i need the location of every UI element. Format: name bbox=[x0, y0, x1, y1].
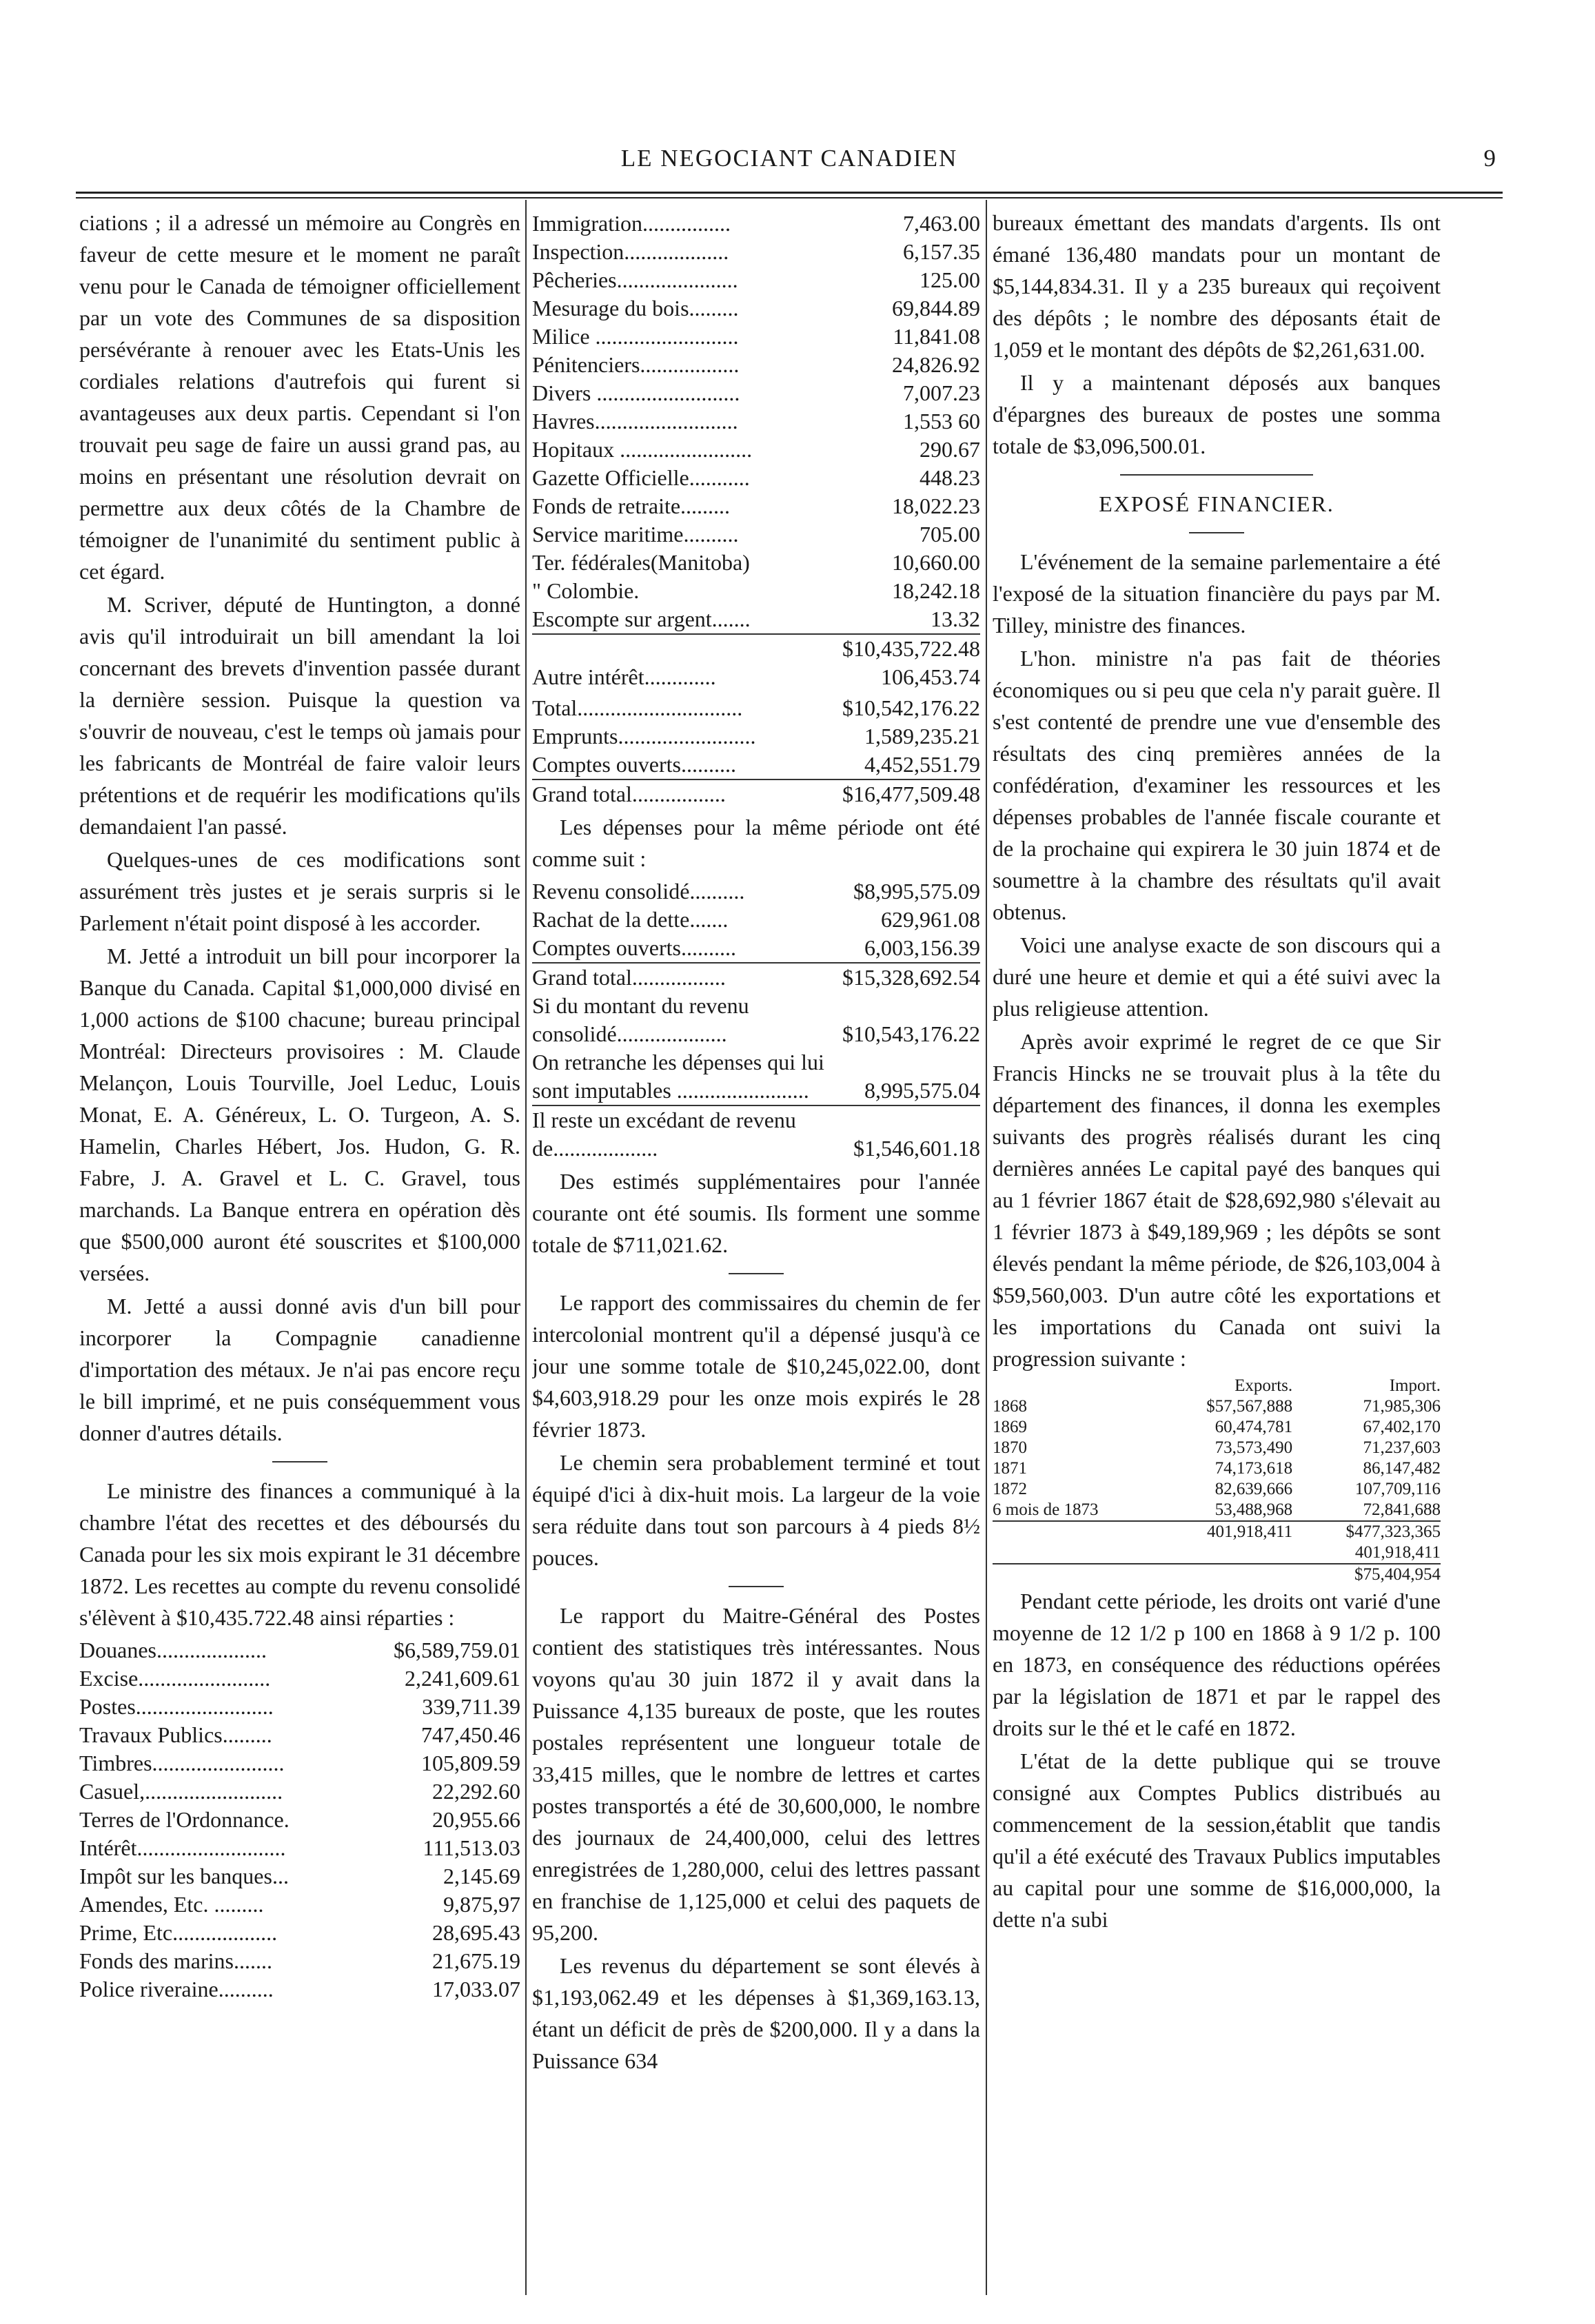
ledger-row bbox=[79, 1636, 520, 1664]
paragraph: Le rapport du Maitre-Général des Postes contient des statistiques très intéressantes. Nous voyons qu'au 30 juin 1872 il y avait dans la Puissance 4,135 bureaux de poste, que les routes postales représentent une longueur totale de 33,415 milles, que le nombre de lettres et cartes postes transportés a été de 30,600,000, le nombre des journaux de 24,400,000, celui des lettres enregistrées de 1,280,000, celui des lettres passant en franchise de 1,125,000 et celui des paquets de 95,200. bbox=[532, 1603, 980, 1945]
ledger-row bbox=[79, 1693, 520, 1721]
row-label: Emprunts......................... bbox=[532, 724, 756, 748]
paragraph: Quelques-unes de ces modifications sont assurément très justes et je serais surpris si le Parlement n'était point disposé à les accorder. bbox=[79, 847, 520, 935]
paragraph: Les dépenses pour la même période ont été comme suit : bbox=[532, 815, 980, 871]
ledger-row bbox=[532, 492, 980, 520]
row-label: Gazette Officielle........... bbox=[532, 465, 750, 490]
trade-year: 1871 bbox=[993, 1459, 1027, 1478]
row-amount: $10,543,176.22 bbox=[842, 1021, 980, 1046]
row-label: Timbres........................ bbox=[79, 1751, 285, 1775]
row-label: On retranche les dépenses qui lui sont imputables ........................ bbox=[532, 1050, 824, 1103]
row-amount: $15,328,692.54 bbox=[842, 963, 980, 992]
row-amount: 125.00 bbox=[920, 267, 980, 292]
column-1 bbox=[79, 207, 520, 2288]
trade-row bbox=[993, 1500, 1441, 1521]
trade-sub-row bbox=[993, 1542, 1441, 1564]
ledger-row bbox=[79, 1862, 520, 1890]
trade-imports: 71,237,603 bbox=[1363, 1438, 1441, 1457]
ledger-row bbox=[79, 1919, 520, 1947]
header-rule bbox=[76, 192, 1503, 194]
trade-year: 1869 bbox=[993, 1418, 1027, 1436]
paragraph: Des estimés supplémentaires pour l'année courante ont été soumis. Ils forment une somme totale de $711,021.62. bbox=[532, 1169, 980, 1257]
ledger-row bbox=[79, 1777, 520, 1806]
trade-exports: 73,573,490 bbox=[1215, 1438, 1293, 1457]
row-label: Douanes.................... bbox=[79, 1638, 267, 1662]
ornament-separator bbox=[1120, 474, 1313, 476]
ledger-row bbox=[532, 1048, 980, 1105]
trade-exports: $57,567,888 bbox=[1206, 1397, 1293, 1416]
row-label: Revenu consolidé.......... bbox=[532, 879, 745, 904]
row-label: Havres.......................... bbox=[532, 409, 738, 434]
ledger-row bbox=[532, 210, 980, 238]
row-amount: $1,546,601.18 bbox=[842, 1105, 980, 1163]
exports-header: Exports. bbox=[1235, 1376, 1293, 1395]
trade-exports: 60,474,781 bbox=[1215, 1418, 1293, 1436]
row-amount: 24,826.92 bbox=[892, 352, 980, 377]
page-number: 9 bbox=[1483, 145, 1496, 172]
trade-row bbox=[993, 1479, 1441, 1500]
imports-total: $477,323,365 bbox=[1292, 1521, 1441, 1542]
row-label: Inspection................... bbox=[532, 239, 729, 264]
paragraph: ciations ; il a adressé un mémoire au Congrès en faveur de cette mesure et le moment ne paraît venu pour le Canada de témoigner officiellement par un vote des Communes de sa disposition persévérante à renouer avec les Etats-Unis les cordiales relations d'autrefois qui furent si avantageuses aux deux partis. Cependant si l'on trouvait peu sage de faire un aussi grand pas, au moins en présentant une résolution devrait on permettre aux deux côtés de la Chambre de témoigner de l'unanimité du sentiment public à cet égard. bbox=[79, 210, 520, 584]
ledger-row bbox=[532, 379, 980, 407]
row-label: Service maritime.......... bbox=[532, 522, 739, 547]
row-amount: 629,961.08 bbox=[881, 907, 980, 932]
exports-subtracted: 401,918,411 bbox=[1354, 1543, 1441, 1562]
row-amount: $10,542,176.22 bbox=[842, 695, 980, 720]
paragraph: Pendant cette période, les droits ont varié d'une moyenne de 12 1/2 p 100 en 1868 à 9 1/2 p. 100 en 1873, en conséquence des réductions opérées par la législation de 1871 et par le rappel des droits sur le thé et le café en 1872. bbox=[993, 1589, 1441, 1740]
ledger-row bbox=[532, 549, 980, 577]
paragraph: Le ministre des finances a communiqué à la chambre l'état des recettes et des déboursés du Canada pour les six mois expirant le 31 décembre 1872. Les recettes au compte du revenu consolidé s'élèvent à $10,435.722.48 ainsi réparties : bbox=[79, 1478, 520, 1630]
trade-imports: 72,841,688 bbox=[1363, 1500, 1441, 1519]
ledger-row bbox=[532, 294, 980, 323]
row-amount: 13.32 bbox=[931, 607, 980, 631]
row-amount: 1,589,235.21 bbox=[864, 724, 980, 748]
row-label: Amendes, Etc. ......... bbox=[79, 1892, 264, 1917]
row-label: Intérêt........................... bbox=[79, 1835, 286, 1860]
grand-total-row bbox=[532, 779, 980, 808]
row-amount: $16,477,509.48 bbox=[809, 779, 980, 808]
trade-exports: 82,639,666 bbox=[1215, 1480, 1293, 1498]
trade-year: 1870 bbox=[993, 1438, 1027, 1457]
row-amount: 69,844.89 bbox=[892, 296, 980, 320]
column-divider bbox=[525, 200, 527, 2295]
ledger-row bbox=[79, 1664, 520, 1693]
row-label: Postes......................... bbox=[79, 1694, 274, 1719]
paragraph: L'événement de la semaine parlementaire a été l'exposé de la situation financière du pays par M. Tilley, ministre des finances. bbox=[993, 549, 1441, 638]
ledger-row bbox=[532, 351, 980, 379]
paragraph: bureaux émettant des mandats d'argents. Ils ont émané 136,480 mandats pour un montant de $5,144,834.31. Il y a 235 bureaux qui reçoivent des dépôts ; le nombre des déposants était de 1,059 et le montant des dépôts de $2,261,631.00. bbox=[993, 210, 1441, 362]
row-label: Comptes ouverts.......... bbox=[532, 935, 736, 960]
trade-row bbox=[993, 1438, 1441, 1458]
ledger-row bbox=[79, 1947, 520, 1975]
ledger-row bbox=[79, 1890, 520, 1919]
trade-exports: 74,173,618 bbox=[1215, 1459, 1293, 1478]
row-amount: 21,675.19 bbox=[432, 1948, 520, 1973]
paragraph: Les revenus du département se sont élevés à $1,193,062.49 et les dépenses à $1,369,163.13, étant un déficit de près de $200,000. Il y a dans la Puissance 634 bbox=[532, 1953, 980, 2073]
section-separator bbox=[729, 1586, 784, 1587]
row-amount: $8,995,575.09 bbox=[853, 879, 980, 904]
trade-total-row bbox=[993, 1521, 1441, 1542]
column-3 bbox=[993, 207, 1441, 2288]
exports-total: 401,918,411 bbox=[1158, 1521, 1292, 1542]
row-label: Milice .......................... bbox=[532, 324, 739, 349]
row-amount: 2,241,609.61 bbox=[405, 1666, 520, 1691]
running-title: LE NEGOCIANT CANADIEN bbox=[620, 145, 958, 172]
row-label: Si du montant du revenu consolidé.................... bbox=[532, 993, 749, 1046]
ledger-row bbox=[532, 751, 980, 779]
paragraph: Il y a maintenant déposés aux banques d'épargnes des bureaux de postes une somma totale de $3,096,500.01. bbox=[993, 370, 1441, 458]
ledger-row bbox=[532, 694, 980, 722]
ledger-row bbox=[532, 407, 980, 436]
trade-row bbox=[993, 1417, 1441, 1438]
trade-diff-row bbox=[993, 1564, 1441, 1585]
receipts-table-continued bbox=[532, 210, 980, 691]
row-amount: 747,450.46 bbox=[421, 1722, 520, 1747]
surplus-row bbox=[532, 1105, 980, 1163]
page-header bbox=[76, 145, 1503, 186]
header-rule-thin bbox=[76, 197, 1503, 198]
paragraph: M. Jetté a aussi donné avis d'un bill pour incorporer la Compagnie canadienne d'importation des métaux. Je n'ai pas encore reçu le bill imprimé, et ne puis conséquemment vous donner d'autres détails. bbox=[79, 1294, 520, 1445]
row-amount: 28,695.43 bbox=[432, 1920, 520, 1945]
row-amount: 7,463.00 bbox=[903, 211, 980, 236]
trade-year: 6 mois de 1873 bbox=[993, 1500, 1099, 1519]
ledger-row bbox=[532, 577, 980, 605]
row-amount: $6,589,759.01 bbox=[394, 1638, 520, 1662]
section-heading: EXPOSÉ FINANCIER. bbox=[1099, 491, 1334, 516]
row-label: Fonds de retraite......... bbox=[532, 493, 731, 518]
ledger-row bbox=[79, 1975, 520, 2004]
receipts-table bbox=[79, 1636, 520, 2004]
row-label: Immigration................ bbox=[532, 211, 731, 236]
row-label: Autre intérêt............. bbox=[532, 664, 716, 689]
section-separator bbox=[272, 1461, 327, 1462]
row-label: Excise........................ bbox=[79, 1666, 271, 1691]
row-label: Rachat de la dette....... bbox=[532, 907, 729, 932]
row-label: Police riveraine.......... bbox=[79, 1977, 274, 2001]
row-label: Pénitenciers.................. bbox=[532, 352, 740, 377]
ledger-row bbox=[532, 663, 980, 691]
subtotal-row bbox=[532, 634, 980, 663]
row-amount: 290.67 bbox=[920, 437, 980, 462]
trade-imports: 86,147,482 bbox=[1363, 1459, 1441, 1478]
trade-row bbox=[993, 1396, 1441, 1417]
trade-header-row bbox=[993, 1376, 1441, 1396]
ledger-row bbox=[532, 906, 980, 934]
paragraph: M. Scriver, député de Huntington, a donné avis qu'il introduirait un bill amendant la loi concernant des brevets d'invention passée durant la dernière session. Puisque la question va s'ouvrir de nouveau, c'est le temps où jamais pour les fabricants de Montréal de faire valoir leurs prétentions et de requérir les modifications qu'ils demandaient l'an passé. bbox=[79, 592, 520, 839]
row-label: Escompte sur argent....... bbox=[532, 607, 751, 631]
paragraph: Le chemin sera probablement terminé et tout équipé d'ici à dix-huit mois. La largeur de la voie sera réduite dans tout son parcours à 4 pieds 8½ pouces. bbox=[532, 1450, 980, 1570]
row-amount: 6,003,156.39 bbox=[864, 935, 980, 960]
row-label: Il reste un excédant de revenu de................... bbox=[532, 1105, 842, 1163]
paragraph: Après avoir exprimé le regret de ce que Sir Francis Hincks ne se trouvait plus à la tête du département des finances, il donna les exemples suivants des progrès réalisés durant les cinq dernières années Le capital payé des banques qui au 1 février 1867 était de $28,692,980 s'élevait au 1 février 1873 à $49,189,969 ; les dépôts se sont élevés pendant la même période, de $26,103,004 à $59,560,003. D'un autre côté les exportations et les importations du Canada ont suivi la progression suivante : bbox=[993, 1029, 1441, 1371]
row-label: Grand total................. bbox=[532, 779, 809, 808]
row-label: Travaux Publics......... bbox=[79, 1722, 272, 1747]
trade-difference: $75,404,954 bbox=[1292, 1564, 1441, 1585]
trade-year: 1868 bbox=[993, 1397, 1027, 1416]
subtotal-amount: $10,435,722.48 bbox=[808, 634, 980, 663]
row-label: Total.............................. bbox=[532, 695, 743, 720]
row-amount: 7,007.23 bbox=[903, 380, 980, 405]
row-amount: 339,711.39 bbox=[422, 1694, 520, 1719]
trade-imports: 67,402,170 bbox=[1363, 1418, 1441, 1436]
totals-table bbox=[532, 694, 980, 808]
trade-exports: 53,488,968 bbox=[1215, 1500, 1293, 1519]
row-amount: 448.23 bbox=[920, 465, 980, 490]
row-label: Casuel,......................... bbox=[79, 1779, 283, 1804]
row-label: " Colombie. bbox=[532, 578, 640, 603]
row-amount: 10,660.00 bbox=[892, 550, 980, 575]
section-separator bbox=[729, 1273, 784, 1274]
ledger-row bbox=[532, 323, 980, 351]
paragraph: L'hon. ministre n'a pas fait de théories économiques ou si peu que cela n'y parait guère. Il s'est contenté de prendre une vue d'ensemble des résultats des cinq premières années de la confédération, d'examiner les ressources et les dépenses probables de l'année fiscale courante et de la prochaine qui expirera le 30 juin 1874 et de soumettre à la chambre des résultats qu'il avait obtenus. bbox=[993, 646, 1441, 924]
ledger-row bbox=[532, 436, 980, 464]
row-amount: 1,553 60 bbox=[903, 409, 980, 434]
trade-imports: 71,985,306 bbox=[1363, 1397, 1441, 1416]
paragraph: L'état de la dette publique qui se trouve consigné aux Comptes Publics distribués au commencement de la session,établit que tandis qu'il a été exécuté des Travaux Publics imputables au capital pour une somme de $16,000,000, la dette n'a subi bbox=[993, 1749, 1441, 1932]
ledger-row bbox=[532, 266, 980, 294]
row-amount: 105,809.59 bbox=[421, 1751, 520, 1775]
row-amount: 20,955.66 bbox=[432, 1807, 520, 1832]
row-amount: 17,033.07 bbox=[432, 1977, 520, 2001]
paragraph: M. Jetté a introduit un bill pour incorporer la Banque du Canada. Capital $1,000,000 divisé en 1,000 actions de $100 chacune; bureau principal Montréal: Directeurs provisoires : M. Claude Melançon, Louis Tourville, Joel Leduc, Louis Monat, E. A. Généreux, L. O. Turgeon, A. S. Hamelin, Charles Hébert, Jos. Hudon, G. R. Fabre, J. A. Gravel et L. C. Gravel, tous marchands. La Banque entrera en opération dès que $500,000 auront été souscrites et $100,000 versées. bbox=[79, 944, 520, 1285]
row-label: Fonds des marins....... bbox=[79, 1948, 272, 1973]
row-label: Hopitaux ........................ bbox=[532, 437, 753, 462]
row-amount: 18,022.23 bbox=[892, 493, 980, 518]
ledger-row bbox=[532, 992, 980, 1048]
imports-header: Import. bbox=[1389, 1376, 1441, 1395]
ledger-row bbox=[532, 605, 980, 634]
row-amount: 2,145.69 bbox=[443, 1864, 520, 1888]
column-2 bbox=[532, 207, 980, 2288]
row-amount: 11,841.08 bbox=[893, 324, 980, 349]
row-label: Prime, Etc................... bbox=[79, 1920, 278, 1945]
ledger-row bbox=[532, 877, 980, 906]
ledger-row bbox=[532, 722, 980, 751]
ledger-row bbox=[532, 520, 980, 549]
row-amount: 9,875,97 bbox=[443, 1892, 520, 1917]
row-amount: 6,157.35 bbox=[903, 239, 980, 264]
row-amount: 705.00 bbox=[920, 522, 980, 547]
row-label: Pêcheries...................... bbox=[532, 267, 738, 292]
row-label: Comptes ouverts.......... bbox=[532, 752, 736, 777]
row-amount: 8,995,575.04 bbox=[864, 1078, 980, 1103]
trade-row bbox=[993, 1458, 1441, 1479]
paragraph: Voici une analyse exacte de son discours qui a duré une heure et demie et qui a été suivi avec la plus religieuse attention. bbox=[993, 932, 1441, 1021]
trade-imports: 107,709,116 bbox=[1354, 1480, 1441, 1498]
section-separator bbox=[1189, 532, 1244, 533]
ledger-row bbox=[532, 934, 980, 963]
row-label: Mesurage du bois......... bbox=[532, 296, 739, 320]
column-divider bbox=[986, 200, 987, 2295]
ledger-row bbox=[79, 1721, 520, 1749]
ledger-row bbox=[79, 1806, 520, 1834]
row-amount: 22,292.60 bbox=[432, 1779, 520, 1804]
row-label: Impôt sur les banques... bbox=[79, 1864, 289, 1888]
trade-table bbox=[993, 1376, 1441, 1585]
ledger-row bbox=[532, 464, 980, 492]
row-amount: 4,452,551.79 bbox=[864, 752, 980, 777]
ledger-row bbox=[79, 1749, 520, 1777]
paragraph: Le rapport des commissaires du chemin de fer intercolonial montrent qu'il a dépensé jusqu'à ce jour une somme totale de $10,245,022.00, dont $4,603,918.29 pour les onze mois expirés le 28 février 1873. bbox=[532, 1290, 980, 1442]
expenses-table bbox=[532, 877, 980, 1163]
row-label: Grand total................. bbox=[532, 963, 842, 992]
trade-year: 1872 bbox=[993, 1480, 1027, 1498]
row-label: Terres de l'Ordonnance. bbox=[79, 1807, 289, 1832]
row-amount: 18,242.18 bbox=[892, 578, 980, 603]
row-label: Ter. fédérales(Manitoba) bbox=[532, 550, 750, 575]
ledger-row bbox=[532, 238, 980, 266]
ledger-row bbox=[79, 1834, 520, 1862]
row-amount: 111,513.03 bbox=[423, 1835, 520, 1860]
row-label: Divers .......................... bbox=[532, 380, 740, 405]
grand-total-row bbox=[532, 963, 980, 992]
row-amount: 106,453.74 bbox=[881, 664, 980, 689]
